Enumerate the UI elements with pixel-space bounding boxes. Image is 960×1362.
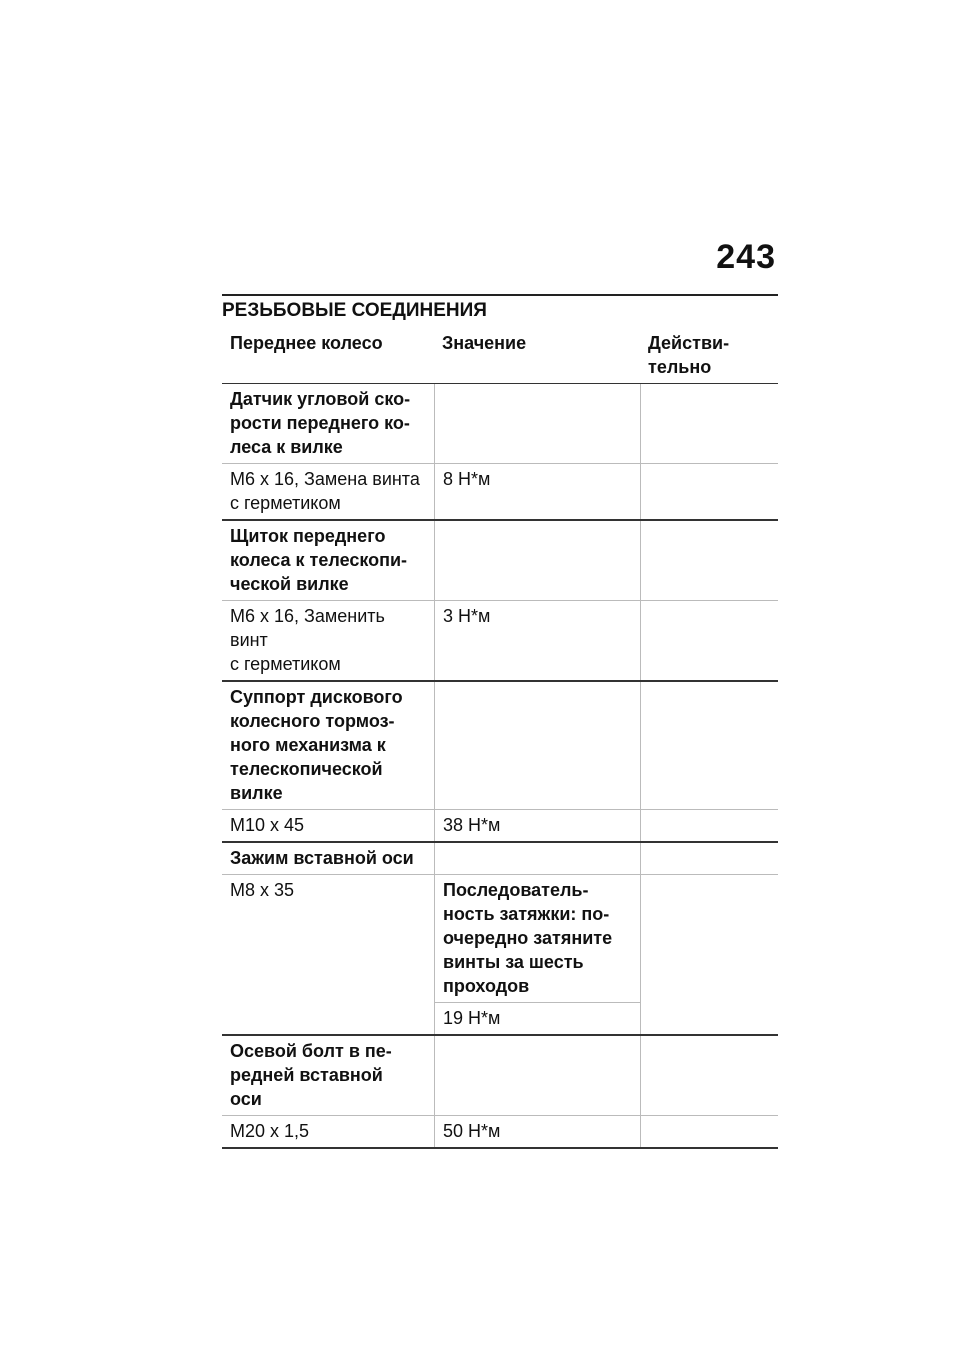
- spec-cell: M6 x 16, Замена винта с герметиком: [230, 469, 420, 513]
- section-title: РЕЗЬБОВЫЕ СОЕДИНЕНИЯ: [222, 300, 487, 321]
- actual-cell: [640, 1116, 778, 1147]
- empty-cell: [640, 521, 778, 600]
- spec-cell: M6 x 16, Заменить винт с герметиком: [230, 606, 385, 674]
- value-cell: 50 Н*м: [434, 1116, 640, 1147]
- header-value: Значение: [442, 333, 527, 353]
- group-label: Суппорт дискового колесного тормоз- ного механизма к телескопической вилке: [230, 687, 403, 803]
- value-cell: [434, 875, 640, 1034]
- actual-cell: [640, 464, 778, 519]
- value-cell: 8 Н*м: [434, 464, 640, 519]
- tightening-note: Последователь- ность затяжки: по- очередно затяните винты за шесть проходов: [435, 875, 640, 1003]
- empty-cell: [640, 682, 778, 809]
- table-row: [222, 810, 778, 843]
- table-row: [222, 1036, 778, 1116]
- empty-cell: [640, 843, 778, 874]
- group-label: Датчик угловой ско- рости переднего ко- леса к вилке: [230, 389, 411, 457]
- group-label: Щиток переднего колеса к телескопи- ческой вилке: [230, 526, 408, 594]
- spec-cell: M10 x 45: [230, 815, 305, 835]
- table-row: [222, 464, 778, 521]
- header-front-wheel: Переднее колесо: [230, 333, 383, 353]
- actual-cell: [640, 810, 778, 841]
- table-row: [222, 875, 778, 1036]
- actual-cell: [640, 875, 778, 1034]
- group-label: Осевой болт в пе- редней вставной оси: [230, 1041, 392, 1109]
- table-row: [222, 521, 778, 601]
- value-cell: 3 Н*м: [434, 601, 640, 680]
- empty-cell: [434, 682, 640, 809]
- value-text: 19 Н*м: [443, 1008, 501, 1028]
- table-row: [222, 384, 778, 464]
- table-header: [222, 322, 778, 384]
- table-row: [222, 1116, 778, 1149]
- table-row: [222, 682, 778, 810]
- header-actual: Действи- тельно: [648, 333, 730, 377]
- actual-cell: [640, 601, 778, 680]
- empty-cell: [434, 521, 640, 600]
- group-label: Зажим вставной оси: [230, 848, 414, 868]
- torque-table: [222, 294, 778, 1149]
- table-row: [222, 601, 778, 682]
- page-number: 243: [716, 238, 776, 276]
- empty-cell: [434, 843, 640, 874]
- empty-cell: [640, 384, 778, 463]
- empty-cell: [434, 384, 640, 463]
- spec-cell: M8 x 35: [230, 880, 295, 900]
- empty-cell: [434, 1036, 640, 1115]
- table-row: [222, 843, 778, 875]
- value-cell: 38 Н*м: [434, 810, 640, 841]
- empty-cell: [640, 1036, 778, 1115]
- spec-cell: M20 x 1,5: [230, 1121, 310, 1141]
